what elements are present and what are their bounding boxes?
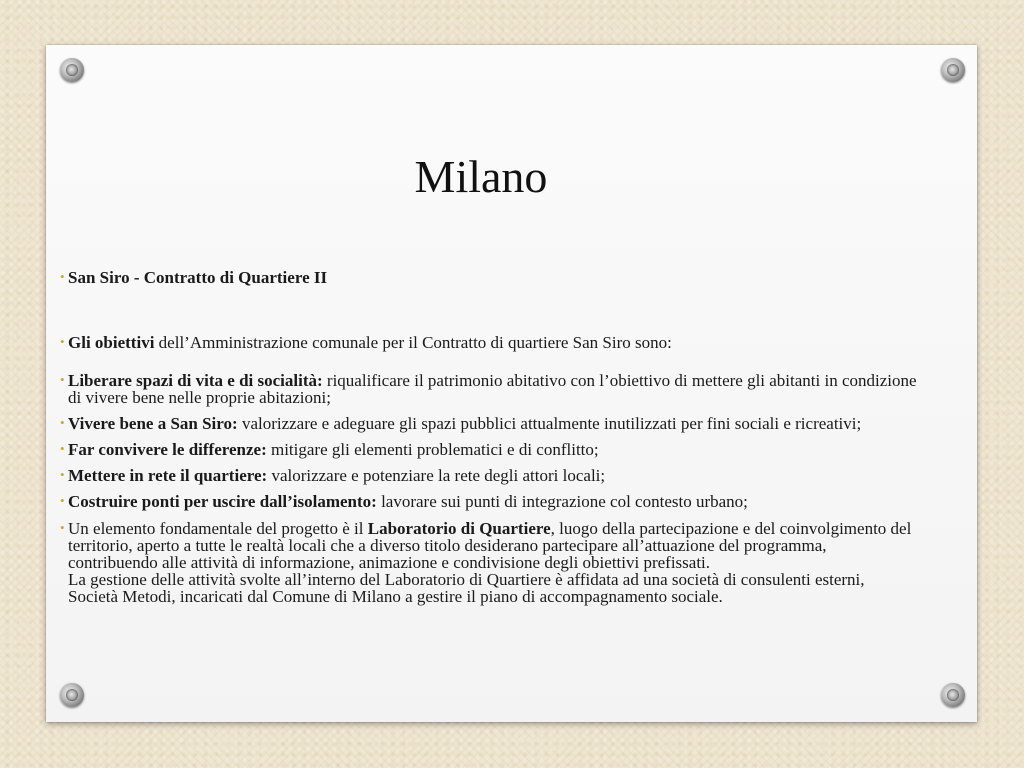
- bullet-item-text: dell’Amministrazione comunale per il Contratto di quartiere San Siro sono:: [154, 333, 672, 352]
- pin-icon: [60, 58, 84, 82]
- bullet-item-bold: Laboratorio di Quartiere: [367, 519, 551, 538]
- bullet-item-text: valorizzare e adeguare gli spazi pubblici attualmente inutilizzati per fini sociali e ricreativi;: [237, 414, 862, 433]
- bullet-item-obiettivi: [60, 333, 918, 352]
- bullet-icon: •: [60, 415, 65, 430]
- bullet-item-bold: Mettere in rete il quartiere:: [68, 466, 268, 485]
- bullet-item-bold: Far convivere le differenze:: [68, 440, 267, 459]
- bullet-icon: •: [60, 372, 65, 387]
- bullet-icon: •: [60, 493, 65, 508]
- pin-icon: [941, 58, 965, 82]
- bullet-item-text: , luogo della partecipazione e del coinvolgimento del territorio, aperto a tutte le realtà locali che a diverso titolo desiderano partecipare all’attuazione del programma, contribuendo alle attività di informazione, animazione e condivisione degli obiettivi prefissati.: [68, 519, 912, 572]
- bullet-item-second-paragraph: La gestione delle attività svolte all’interno del Laboratorio di Quartiere è affidata ad una società di consulenti esterni, Società Metodi, incaricati dal Comune di Milano a gestire il piano di accompagnamento sociale.: [68, 570, 865, 606]
- bullet-item-san-siro: [60, 268, 918, 287]
- bullet-item-text: valorizzare e potenziare la rete degli attori locali;: [267, 466, 606, 485]
- bullet-icon: •: [60, 441, 65, 456]
- bullet-item-liberare-spazi: [60, 371, 918, 407]
- bullet-icon: •: [60, 334, 65, 349]
- bullet-item-text: mitigare gli elementi problematici e di conflitto;: [266, 440, 599, 459]
- bullet-item-bold: Liberare spazi di vita e di socialità:: [68, 371, 323, 390]
- bullet-item-bold: Vivere bene a San Siro:: [68, 414, 238, 433]
- bullet-item-bold: Gli obiettivi: [68, 333, 155, 352]
- bullet-item-laboratorio: [60, 519, 918, 606]
- pin-icon: [941, 683, 965, 707]
- bullet-icon: •: [60, 520, 65, 535]
- bullet-item-far-convivere: [60, 440, 918, 459]
- bullet-item-costruire-ponti: [60, 492, 918, 511]
- bullet-item-bold: Costruire ponti per uscire dall’isolamento:: [68, 492, 377, 511]
- bullet-item-bold: San Siro - Contratto di Quartiere II: [68, 268, 328, 287]
- bullet-item-text: Un elemento fondamentale del progetto è il: [68, 519, 368, 538]
- bullet-item-text: lavorare sui punti di integrazione col contesto urbano;: [376, 492, 748, 511]
- bullet-item-text: riqualificare il patrimonio abitativo con l’obiettivo di mettere gli abitanti in condizione di vivere bene nelle proprie abitazioni;: [68, 371, 917, 407]
- bullet-icon: •: [60, 467, 65, 482]
- pin-icon: [60, 683, 84, 707]
- bullet-icon: •: [60, 269, 65, 284]
- slide-title: Milano: [414, 151, 548, 202]
- slide-content: [60, 268, 918, 606]
- slide-card: [46, 45, 977, 722]
- bullet-item-vivere-bene: [60, 414, 918, 433]
- bullet-item-mettere-in-rete: [60, 466, 918, 485]
